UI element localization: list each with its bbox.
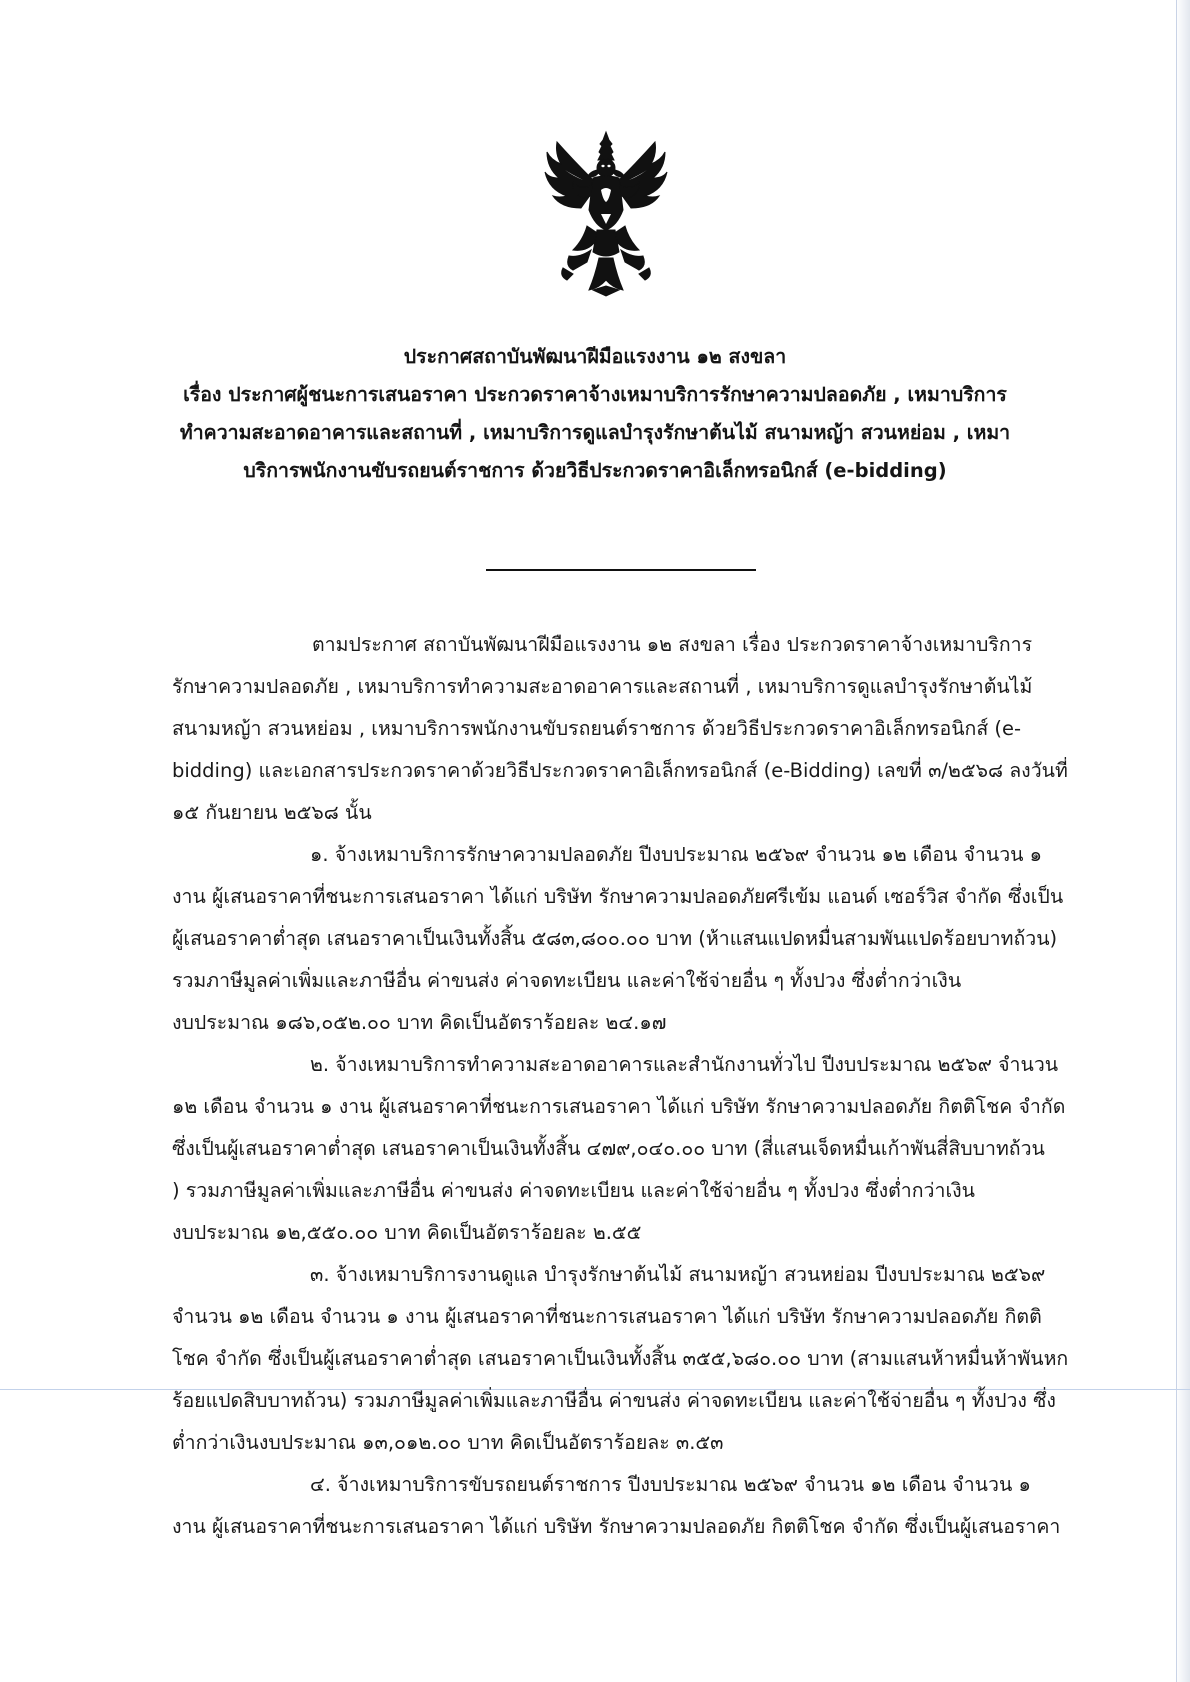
paragraph-line: bidding) และเอกสารประกวดราคาด้วยวิธีประกวดราคาอิเล็กทรอนิกส์ (e-Bidding) เลขที่ ๓/๒๕๖๘ ลงวันที่ bbox=[172, 759, 1068, 782]
intro-paragraph bbox=[172, 624, 1068, 834]
item-3-paragraph bbox=[172, 1254, 1069, 1464]
paragraph-line: ซึ่งเป็นผู้เสนอราคาต่ำสุด เสนอราคาเป็นเงินทั้งสิ้น ๔๗๙,๐๔๐.๐๐ บาท (สี่แสนเจ็ดหมื่นเก้าพันสี่สิบบาทถ้วน bbox=[172, 1137, 1045, 1160]
paragraph-line: ) รวมภาษีมูลค่าเพิ่มและภาษีอื่น ค่าขนส่ง ค่าจดทะเบียน และค่าใช้จ่ายอื่น ๆ ทั้งปวง ซึ่งต่ำกว่าเงิน bbox=[172, 1179, 975, 1202]
paragraph-line: ตามประกาศ สถาบันพัฒนาฝีมือแรงงาน ๑๒ สงขลา เรื่อง ประกวดราคาจ้างเหมาบริการ bbox=[312, 633, 1033, 656]
item-1-paragraph bbox=[172, 834, 1062, 1044]
item-4-paragraph bbox=[172, 1464, 1062, 1548]
subject-line: ทำความสะอาดอาคารและสถานที่ , เหมาบริการดูแลบำรุงรักษาต้นไม้ สนามหญ้า สวนหย่อม , เหมา bbox=[179, 421, 1011, 444]
paragraph-line: งาน ผู้เสนอราคาที่ชนะการเสนอราคา ได้แก่ บริษัท รักษาความปลอดภัย กิตติโชค จำกัด ซึ่งเป็นผู้เสนอราคา bbox=[172, 1515, 1061, 1538]
paragraph-line: ๑๒ เดือน จำนวน ๑ งาน ผู้เสนอราคาที่ชนะการเสนอราคา ได้แก่ บริษัท รักษาความปลอดภัย กิตติโชค จำกัด bbox=[172, 1095, 1066, 1118]
paragraph-line: ๔. จ้างเหมาบริการขับรถยนต์ราชการ ปีงบประมาณ ๒๕๖๙ จำนวน ๑๒ เดือน จำนวน ๑ bbox=[310, 1473, 1031, 1496]
paragraph-line: ๑๕ กันยายน ๒๕๖๘ นั้น bbox=[172, 801, 372, 824]
paragraph-line: ผู้เสนอราคาต่ำสุด เสนอราคาเป็นเงินทั้งสิ้น ๕๘๓,๘๐๐.๐๐ บาท (ห้าแสนแปดหมื่นสามพันแปดร้อยบาทถ้วน) bbox=[172, 927, 1058, 950]
garuda-emblem-icon bbox=[543, 130, 669, 298]
item-2-paragraph bbox=[172, 1044, 1066, 1254]
paragraph-line: โชค จำกัด ซึ่งเป็นผู้เสนอราคาต่ำสุด เสนอราคาเป็นเงินทั้งสิ้น ๓๕๕,๖๘๐.๐๐ บาท (สามแสนห้าหมื่นห้าพันหก bbox=[172, 1347, 1069, 1370]
paragraph-line: รวมภาษีมูลค่าเพิ่มและภาษีอื่น ค่าขนส่ง ค่าจดทะเบียน และค่าใช้จ่ายอื่น ๆ ทั้งปวง ซึ่งต่ำกว่าเงิน bbox=[172, 969, 962, 992]
announcement-body bbox=[172, 624, 1069, 1548]
announcement-heading bbox=[150, 338, 1040, 490]
paragraph-line: ๒. จ้างเหมาบริการทำความสะอาดอาคารและสำนักงานทั่วไป ปีงบประมาณ ๒๕๖๙ จำนวน bbox=[310, 1053, 1059, 1076]
paragraph-line: งาน ผู้เสนอราคาที่ชนะการเสนอราคา ได้แก่ บริษัท รักษาความปลอดภัยศรีเข้ม แอนด์ เซอร์วิส จำกัด ซึ่งเป็น bbox=[172, 885, 1064, 908]
announcement-title: ประกาศสถาบันพัฒนาฝีมือแรงงาน ๑๒ สงขลา bbox=[403, 345, 787, 368]
scan-page-edge bbox=[1176, 0, 1190, 1682]
paragraph-line: งบประมาณ ๑๘๖,๐๕๒.๐๐ บาท คิดเป็นอัตราร้อยละ ๒๔.๑๗ bbox=[172, 1011, 667, 1034]
paragraph-line: สนามหญ้า สวนหย่อม , เหมาบริการพนักงานขับรถยนต์ราชการ ด้วยวิธีประกวดราคาอิเล็กทรอนิกส์ (e- bbox=[172, 717, 1022, 740]
paragraph-line: ๓. จ้างเหมาบริการงานดูแล บำรุงรักษาต้นไม้ สนามหญ้า สวนหย่อม ปีงบประมาณ ๒๕๖๙ bbox=[310, 1263, 1046, 1286]
paragraph-line: ๑. จ้างเหมาบริการรักษาความปลอดภัย ปีงบประมาณ ๒๕๖๙ จำนวน ๑๒ เดือน จำนวน ๑ bbox=[310, 843, 1043, 866]
paragraph-line: ต่ำกว่าเงินงบประมาณ ๑๓,๐๑๒.๐๐ บาท คิดเป็นอัตราร้อยละ ๓.๕๓ bbox=[172, 1431, 724, 1454]
subject-line: เรื่อง ประกาศผู้ชนะการเสนอราคา ประกวดราคาจ้างเหมาบริการรักษาความปลอดภัย , เหมาบริการ bbox=[183, 383, 1007, 406]
paragraph-line: ร้อยแปดสิบบาทถ้วน) รวมภาษีมูลค่าเพิ่มและภาษีอื่น ค่าขนส่ง ค่าจดทะเบียน และค่าใช้จ่ายอื่น ๆ ทั้งปวง ซึ่ง bbox=[172, 1389, 1056, 1412]
heading-divider bbox=[486, 569, 756, 571]
paragraph-line: งบประมาณ ๑๒,๕๕๐.๐๐ บาท คิดเป็นอัตราร้อยละ ๒.๕๕ bbox=[172, 1221, 642, 1244]
paragraph-line: จำนวน ๑๒ เดือน จำนวน ๑ งาน ผู้เสนอราคาที่ชนะการเสนอราคา ได้แก่ บริษัท รักษาความปลอดภัย กิตติ bbox=[172, 1305, 1042, 1328]
paragraph-line: รักษาความปลอดภัย , เหมาบริการทำความสะอาดอาคารและสถานที่ , เหมาบริการดูแลบำรุงรักษาต้นไม้ bbox=[172, 675, 1033, 698]
subject-line: บริการพนักงานขับรถยนต์ราชการ ด้วยวิธีประกวดราคาอิเล็กทรอนิกส์ (e-bidding) bbox=[243, 459, 947, 482]
